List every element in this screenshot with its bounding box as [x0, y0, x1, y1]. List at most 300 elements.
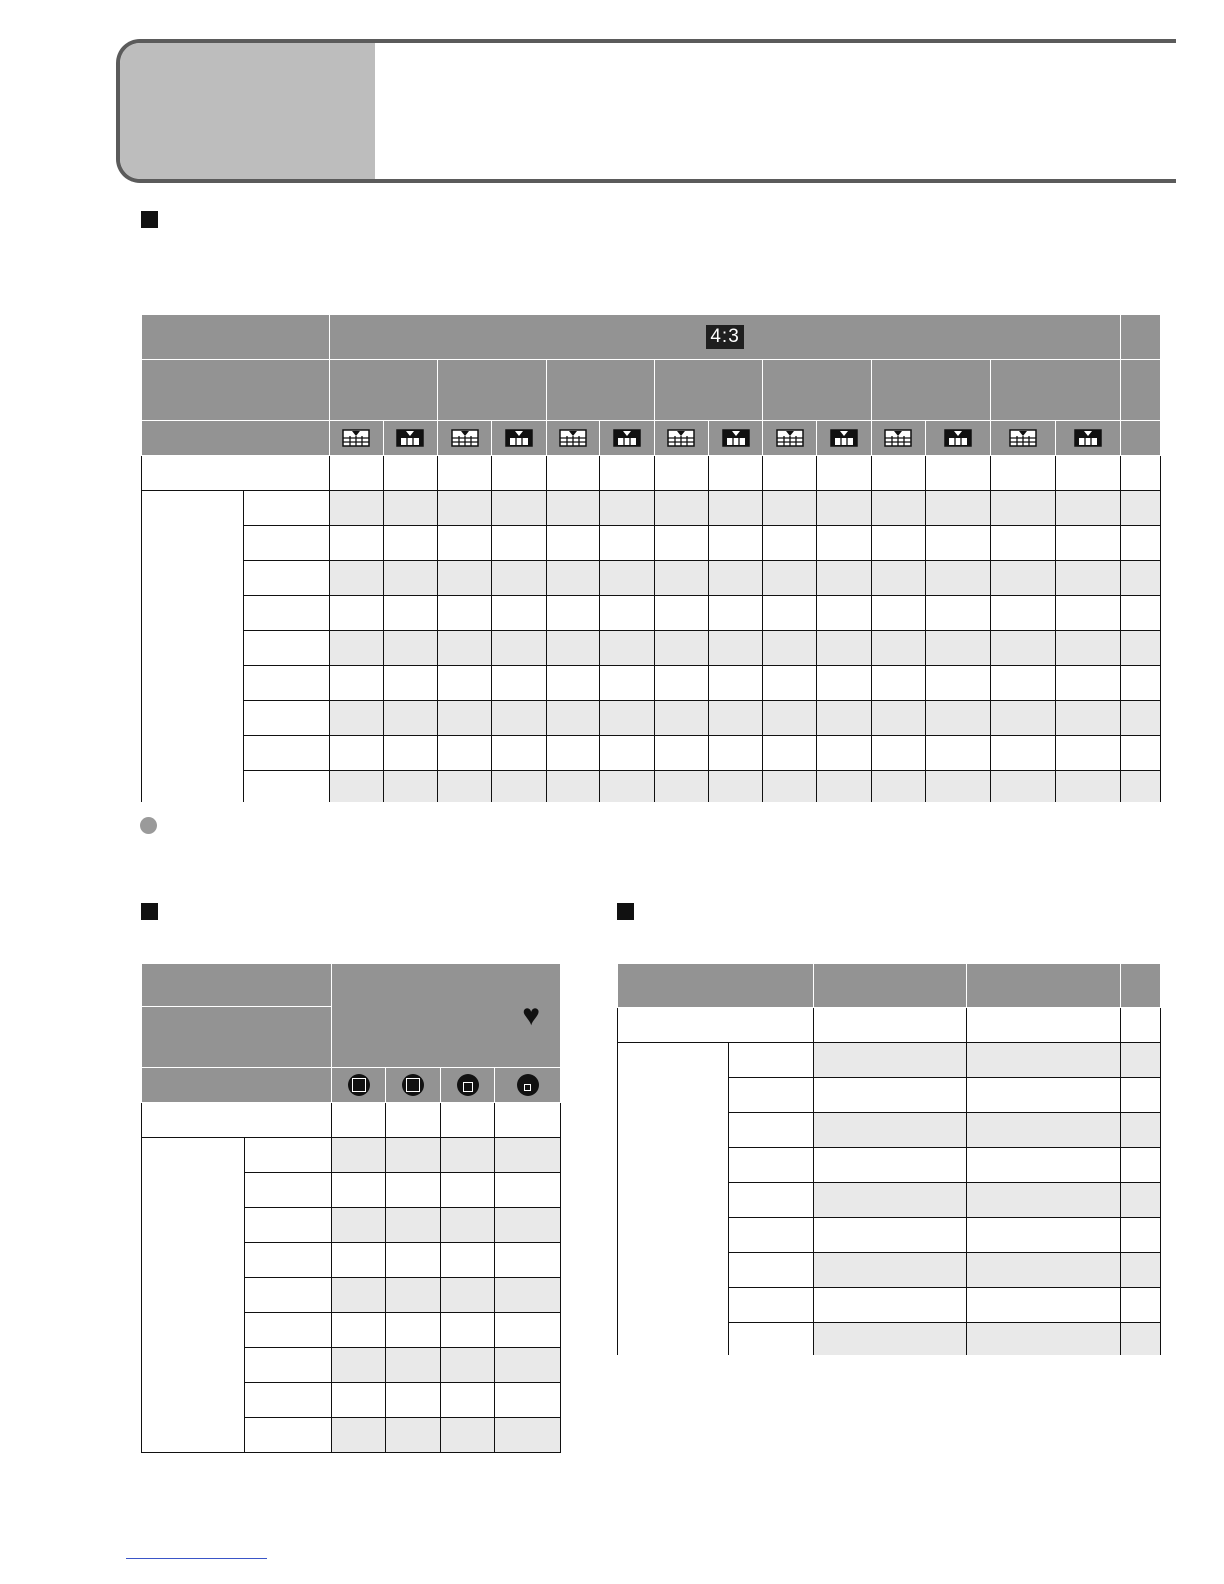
row-label-cell [243, 736, 329, 771]
table-cell [546, 561, 600, 596]
quality-header-cell [546, 421, 600, 456]
section-bullet-square [617, 903, 634, 920]
table-cell [546, 456, 600, 491]
table-cell [600, 596, 655, 631]
table-cell [925, 666, 991, 701]
table-cell [763, 561, 817, 596]
table-cell [871, 561, 925, 596]
table-cell [441, 1348, 495, 1383]
table-row [142, 666, 1161, 701]
table-cell [871, 526, 925, 561]
table-cell [817, 631, 872, 666]
table-cell [925, 701, 991, 736]
table-cell [991, 456, 1056, 491]
table-cell [655, 491, 709, 526]
table-cell [967, 1078, 1121, 1113]
aspect-ratio-badge: 4:3 [706, 325, 743, 349]
standard-quality-icon [1074, 428, 1102, 448]
picture-size-header [655, 360, 763, 421]
table-cell [332, 1418, 386, 1453]
table-cell [1055, 666, 1121, 701]
table-cell [814, 1113, 967, 1148]
row-label-cell [243, 631, 329, 666]
table-cell [438, 701, 492, 736]
table-cell [386, 1103, 441, 1138]
header-label-cell [142, 964, 332, 1007]
table-cell [817, 771, 872, 803]
row-label-cell [245, 1208, 332, 1243]
table-cell [383, 526, 438, 561]
table-cell [332, 1208, 386, 1243]
table-cell [491, 701, 546, 736]
table-cell [1121, 1253, 1161, 1288]
table-cell [332, 1313, 386, 1348]
table-cell [546, 701, 600, 736]
table-cell [763, 666, 817, 701]
standard-quality-icon [944, 428, 972, 448]
header-cell-clipped [1121, 421, 1161, 456]
quality-header-cell [871, 421, 925, 456]
table-cell [600, 491, 655, 526]
table-cell [1121, 491, 1161, 526]
table-cell [708, 456, 763, 491]
quality-header-cell [925, 421, 991, 456]
table-cell [708, 771, 763, 803]
table-cell [383, 631, 438, 666]
table-cell [386, 1383, 441, 1418]
table-cell [491, 456, 546, 491]
table-cell [814, 1008, 967, 1043]
table-cell [1055, 736, 1121, 771]
table-row [142, 736, 1161, 771]
row-label-cell [245, 1173, 332, 1208]
table-cell [1121, 666, 1161, 701]
table-cell [871, 456, 925, 491]
table-cell [600, 561, 655, 596]
row-label-cell [245, 1383, 332, 1418]
header-label-cell [142, 1068, 332, 1103]
table-cell [817, 526, 872, 561]
table-cell [546, 771, 600, 803]
table-cell [991, 596, 1056, 631]
quality-header-cell [991, 421, 1056, 456]
table-cell [967, 1183, 1121, 1218]
table-cell [1121, 1008, 1161, 1043]
header-cell [967, 964, 1121, 1008]
header-cell-clipped [1121, 315, 1161, 360]
table-cell [1121, 1043, 1161, 1078]
table-cell [386, 1138, 441, 1173]
table-cell [329, 596, 383, 631]
size-tiny-icon [517, 1074, 539, 1096]
table-row [142, 631, 1161, 666]
table-cell [1121, 1218, 1161, 1253]
table-header-row [142, 964, 561, 1007]
section-bullet-square [141, 211, 158, 228]
size-header-cell [441, 1068, 495, 1103]
table-cell [546, 666, 600, 701]
size-header-cell [386, 1068, 441, 1103]
header-cell-clipped [1121, 964, 1161, 1008]
size-medium-icon [402, 1074, 424, 1096]
row-label-cell [243, 596, 329, 631]
table-cell [441, 1383, 495, 1418]
table-cell [1055, 561, 1121, 596]
table-cell [438, 631, 492, 666]
table-cell [491, 596, 546, 631]
table-cell [991, 561, 1056, 596]
row-label-cell [728, 1113, 814, 1148]
table-cell [438, 596, 492, 631]
table-cell [925, 526, 991, 561]
picture-size-header [329, 360, 437, 421]
table-cell [991, 526, 1056, 561]
table-cell [1121, 1183, 1161, 1218]
table-cell [438, 491, 492, 526]
table-cell [991, 666, 1056, 701]
table-cell [329, 771, 383, 803]
table-cell [386, 1208, 441, 1243]
row-label-cell [142, 456, 330, 491]
table-header-row [142, 421, 1161, 456]
quality-header-cell [708, 421, 763, 456]
table-cell [708, 491, 763, 526]
table-cell [495, 1173, 561, 1208]
fine-quality-icon [667, 428, 695, 448]
table-cell [495, 1103, 561, 1138]
table-cell [763, 736, 817, 771]
table-row [142, 561, 1161, 596]
picture-size-header [871, 360, 990, 421]
table-1-wrapper [141, 314, 1161, 802]
size-header-cell [495, 1068, 561, 1103]
table-cell [871, 771, 925, 803]
quality-header-cell [438, 421, 492, 456]
table-cell [817, 561, 872, 596]
table-cell [386, 1278, 441, 1313]
table-header-row [142, 1068, 561, 1103]
table-cell [438, 526, 492, 561]
table-cell [491, 736, 546, 771]
table-cell [1055, 701, 1121, 736]
row-label-cell [245, 1348, 332, 1383]
table-cell [386, 1418, 441, 1453]
table-cell [495, 1313, 561, 1348]
table-cell [441, 1278, 495, 1313]
quality-header-cell [817, 421, 872, 456]
table-cell [386, 1348, 441, 1383]
table-cell [546, 631, 600, 666]
table-cell [991, 771, 1056, 803]
table-row [142, 1103, 561, 1138]
table-cell [495, 1138, 561, 1173]
quality-header-cell [655, 421, 709, 456]
table-cell [967, 1148, 1121, 1183]
table-cell [763, 771, 817, 803]
table-row [142, 701, 1161, 736]
standard-quality-icon [830, 428, 858, 448]
table-row [142, 596, 1161, 631]
table-cell [708, 701, 763, 736]
fine-quality-icon [342, 428, 370, 448]
table-cell [600, 631, 655, 666]
table-cell [383, 491, 438, 526]
header-cell [814, 964, 967, 1008]
table-cell [386, 1173, 441, 1208]
table-cell [763, 526, 817, 561]
fine-quality-icon [884, 428, 912, 448]
table-cell [991, 631, 1056, 666]
row-label-cell [245, 1138, 332, 1173]
header-label-cell [142, 421, 330, 456]
table-cell [491, 666, 546, 701]
fine-quality-icon [1009, 428, 1037, 448]
table-cell [1055, 596, 1121, 631]
table-cell [655, 456, 709, 491]
table-cell [925, 456, 991, 491]
table-cell [817, 456, 872, 491]
header-label-cell [142, 1007, 332, 1068]
quality-header-cell [600, 421, 655, 456]
recording-capacity-table-heart [141, 963, 561, 1453]
header-title-area [375, 43, 1176, 179]
table-cell [386, 1313, 441, 1348]
row-label-cell [245, 1243, 332, 1278]
table-cell [491, 491, 546, 526]
table-cell [763, 456, 817, 491]
table-cell [491, 526, 546, 561]
table-cell [600, 771, 655, 803]
row-label-cell [243, 491, 329, 526]
table-cell [329, 736, 383, 771]
fine-quality-icon [451, 428, 479, 448]
table-cell [332, 1173, 386, 1208]
quality-header-cell [763, 421, 817, 456]
row-label-cell [243, 771, 329, 803]
table-cell [329, 701, 383, 736]
row-label-cell [728, 1183, 814, 1218]
table-cell [329, 456, 383, 491]
table-row [142, 1138, 561, 1173]
table-cell [495, 1208, 561, 1243]
table-cell [441, 1173, 495, 1208]
heart-mode-header [332, 964, 561, 1068]
table-cell [383, 771, 438, 803]
table-cell [1121, 1148, 1161, 1183]
table-cell [817, 491, 872, 526]
table-cell [817, 666, 872, 701]
heart-icon: ♥ [522, 998, 540, 1032]
page-header [116, 39, 1176, 183]
table-cell [383, 736, 438, 771]
recording-time-table [617, 963, 1161, 1355]
row-label-cell [728, 1078, 814, 1113]
row-label-cell [728, 1323, 814, 1356]
row-label-cell [728, 1218, 814, 1253]
standard-quality-icon [613, 428, 641, 448]
table-cell [441, 1103, 495, 1138]
row-label-cell [243, 526, 329, 561]
table-cell [817, 736, 872, 771]
table-cell [438, 736, 492, 771]
fine-quality-icon [559, 428, 587, 448]
table-cell [655, 631, 709, 666]
table-cell [1121, 771, 1161, 803]
table-row [142, 456, 1161, 491]
table-cell [1121, 1078, 1161, 1113]
table-cell [1121, 1323, 1161, 1356]
note-bullet-dot [140, 817, 157, 834]
table-cell [1121, 631, 1161, 666]
table-cell [814, 1043, 967, 1078]
table-cell [814, 1148, 967, 1183]
table-cell [495, 1243, 561, 1278]
table-cell [925, 561, 991, 596]
table-cell [1055, 526, 1121, 561]
table-cell [495, 1383, 561, 1418]
table-cell [491, 631, 546, 666]
table-cell [441, 1313, 495, 1348]
table-cell [546, 736, 600, 771]
group-label-cell [142, 1138, 245, 1453]
table-cell [814, 1218, 967, 1253]
standard-quality-icon [396, 428, 424, 448]
table-cell [546, 596, 600, 631]
quality-header-cell [329, 421, 383, 456]
table-cell [495, 1278, 561, 1313]
table-cell [655, 771, 709, 803]
table-cell [332, 1348, 386, 1383]
row-label-cell [245, 1278, 332, 1313]
table-cell [814, 1078, 967, 1113]
table-cell [655, 736, 709, 771]
table-cell [814, 1323, 967, 1356]
table-cell [491, 561, 546, 596]
table-cell [495, 1348, 561, 1383]
table-cell [600, 736, 655, 771]
table-cell [546, 526, 600, 561]
table-cell [814, 1253, 967, 1288]
table-cell [1055, 631, 1121, 666]
table-cell [495, 1418, 561, 1453]
standard-quality-icon [505, 428, 533, 448]
table-row [618, 1043, 1161, 1078]
group-label-cell [618, 1043, 729, 1356]
table-cell [655, 596, 709, 631]
table-cell [708, 631, 763, 666]
table-cell [871, 491, 925, 526]
table-row [618, 1008, 1161, 1043]
table-cell [967, 1218, 1121, 1253]
table-cell [925, 631, 991, 666]
section-bullet-square [141, 903, 158, 920]
table-cell [991, 491, 1056, 526]
row-label-cell [728, 1253, 814, 1288]
table-cell [925, 596, 991, 631]
table-cell [332, 1278, 386, 1313]
table-cell [1121, 1288, 1161, 1323]
table-cell [441, 1243, 495, 1278]
row-label-cell [243, 701, 329, 736]
row-label-cell [245, 1313, 332, 1348]
table-cell [967, 1323, 1121, 1356]
table-cell [708, 596, 763, 631]
quality-header-cell [1055, 421, 1121, 456]
table-cell [655, 561, 709, 596]
table-cell [708, 666, 763, 701]
table-cell [383, 561, 438, 596]
table-cell [383, 666, 438, 701]
table-cell [991, 736, 1056, 771]
table-cell [763, 491, 817, 526]
row-label-cell [142, 1103, 332, 1138]
table-cell [383, 456, 438, 491]
quality-header-cell [491, 421, 546, 456]
table-cell [332, 1138, 386, 1173]
table-cell [441, 1208, 495, 1243]
table-cell [438, 456, 492, 491]
table-cell [438, 666, 492, 701]
table-cell [967, 1008, 1121, 1043]
header-label-cell [618, 964, 814, 1008]
table-row [142, 526, 1161, 561]
group-label-cell [142, 491, 244, 803]
table-cell [1055, 491, 1121, 526]
header-label-cell [142, 360, 330, 421]
table-3-wrapper [617, 963, 1161, 1355]
table-cell [1055, 771, 1121, 803]
footer-link-underline [126, 1558, 267, 1559]
table-cell [708, 561, 763, 596]
table-cell [925, 771, 991, 803]
table-cell [708, 736, 763, 771]
table-cell [1121, 561, 1161, 596]
table-row [142, 771, 1161, 803]
aspect-ratio-header [329, 315, 1120, 360]
table-cell [655, 526, 709, 561]
standard-quality-icon [722, 428, 750, 448]
recording-capacity-table-4-3 [141, 314, 1161, 802]
picture-size-header [763, 360, 871, 421]
table-cell [332, 1383, 386, 1418]
table-cell [991, 701, 1056, 736]
table-cell [600, 526, 655, 561]
table-cell [600, 456, 655, 491]
row-label-cell [728, 1148, 814, 1183]
quality-header-cell [383, 421, 438, 456]
table-cell [763, 631, 817, 666]
table-cell [546, 491, 600, 526]
table-cell [871, 666, 925, 701]
table-cell [817, 701, 872, 736]
table-cell [600, 666, 655, 701]
table-cell [383, 701, 438, 736]
table-cell [1121, 701, 1161, 736]
table-cell [329, 491, 383, 526]
table-cell [600, 701, 655, 736]
table-cell [1055, 456, 1121, 491]
table-cell [967, 1113, 1121, 1148]
table-cell [871, 631, 925, 666]
row-label-cell [618, 1008, 814, 1043]
table-cell [655, 666, 709, 701]
table-row [142, 491, 1161, 526]
size-small-icon [457, 1074, 479, 1096]
table-cell [332, 1243, 386, 1278]
table-cell [763, 701, 817, 736]
picture-size-header [546, 360, 654, 421]
table-cell [383, 596, 438, 631]
